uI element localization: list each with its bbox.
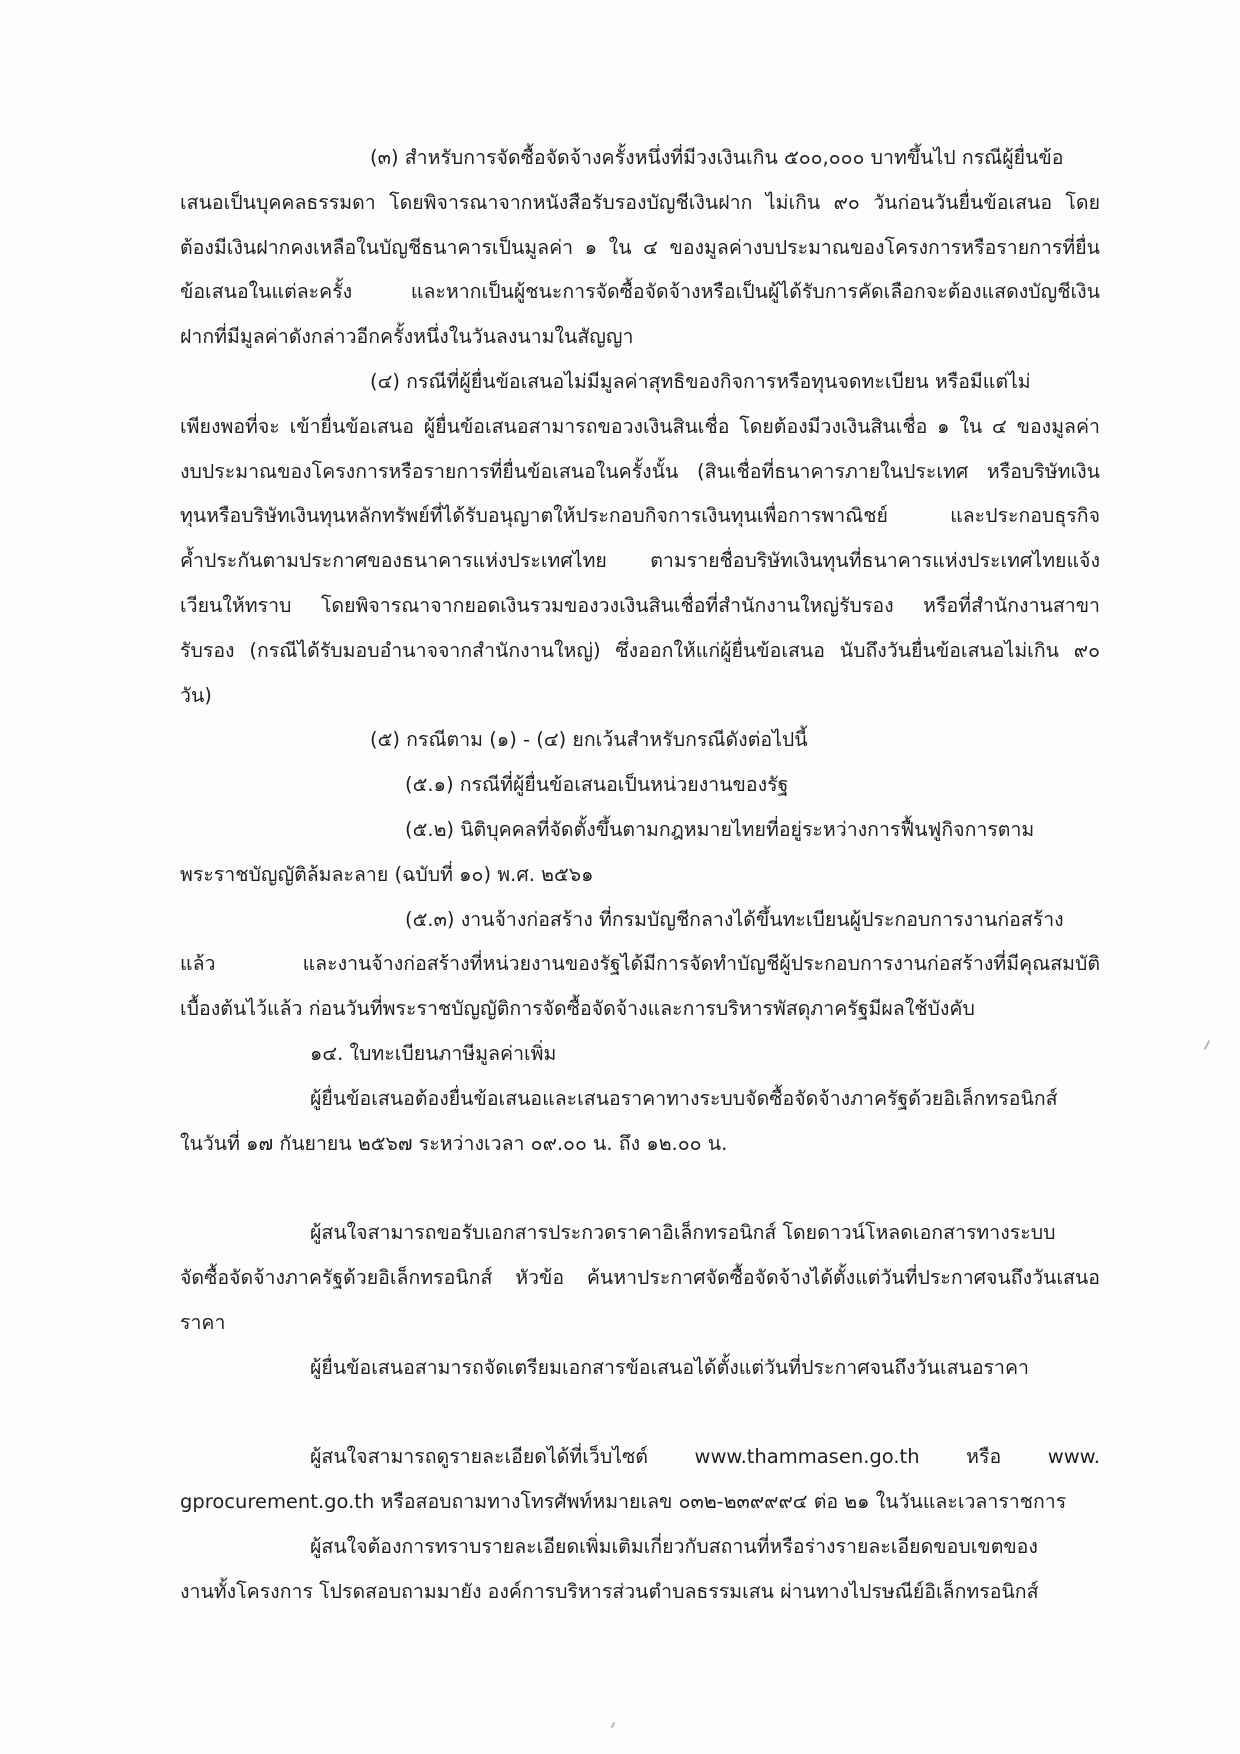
text-line: จัดซื้อจัดจ้างภาครัฐด้วยอิเล็กทรอนิกส์ หัวข้อ ค้นหาประกาศจัดซื้อจัดจ้างได้ตั้งแต่วันที่ประกาศจนถึงวันเสนอ bbox=[180, 1265, 1100, 1289]
text-line: ต้องมีเงินฝากคงเหลือในบัญชีธนาคารเป็นมูลค่า ๑ ใน ๔ ของมูลค่างบประมาณของโครงการหรือรายการที่ยื่น bbox=[180, 235, 1100, 259]
paragraph-item-5-1 bbox=[180, 763, 1100, 808]
paragraph-item-5-2 bbox=[180, 808, 1100, 898]
text-line: ผู้สนใจสามารถขอรับเอกสารประกวดราคาอิเล็กทรอนิกส์ โดยดาวน์โหลดเอกสารทางระบบ bbox=[310, 1221, 1056, 1245]
text-line: เบื้องต้นไว้แล้ว ก่อนวันที่พระราชบัญญัติการจัดซื้อจัดจ้างและการบริหารพัสดุภาครัฐมีผลใช้บังคับ bbox=[180, 997, 975, 1021]
text-line: ผู้สนใจต้องการทราบรายละเอียดเพิ่มเติมเกี่ยวกับสถานที่หรือร่างรายละเอียดขอบเขตของ bbox=[310, 1534, 1038, 1558]
paragraph-item-3 bbox=[180, 136, 1100, 360]
scan-speck bbox=[611, 1722, 616, 1728]
text-line: แล้ว และงานจ้างก่อสร้างที่หน่วยงานของรัฐได้มีการจัดทำบัญชีผู้ประกอบการงานก่อสร้างที่มีคุณสมบัติ bbox=[180, 952, 1100, 976]
prepare-paragraph bbox=[180, 1346, 1100, 1391]
text-line: (๕.๒) นิติบุคคลที่จัดตั้งขึ้นตามกฎหมายไทยที่อยู่ระหว่างการฟื้นฟูกิจการตาม bbox=[405, 817, 1035, 841]
section-heading-14 bbox=[180, 1032, 1100, 1077]
text-line: ราคา bbox=[180, 1310, 226, 1334]
paragraph-item-4 bbox=[180, 360, 1100, 718]
text-line: ในวันที่ ๑๗ กันยายน ๒๕๖๗ ระหว่างเวลา ๐๙.๐๐ น. ถึง ๑๒.๐๐ น. bbox=[180, 1131, 728, 1155]
text-line: งานทั้งโครงการ โปรดสอบถามมายัง องค์การบริหารส่วนตำบลธรรมเสน ผ่านทางไปรษณีย์อิเล็กทรอนิกส์ bbox=[180, 1579, 1039, 1603]
contact-paragraph bbox=[180, 1435, 1100, 1525]
download-paragraph bbox=[180, 1211, 1100, 1345]
text-line: gprocurement.go.th หรือสอบถามทางโทรศัพท์หมายเลข ๐๓๒-๒๓๙๙๙๔ ต่อ ๒๑ ในวันและเวลาราชการ bbox=[180, 1489, 1067, 1513]
text-line: ๑๔. ใบทะเบียนภาษีมูลค่าเพิ่ม bbox=[310, 1041, 557, 1065]
text-line: (๕.๓) งานจ้างก่อสร้าง ที่กรมบัญชีกลางได้ขึ้นทะเบียนผู้ประกอบการงานก่อสร้าง bbox=[405, 907, 1064, 931]
text-line: เวียนให้ทราบ โดยพิจารณาจากยอดเงินรวมของวงเงินสินเชื่อที่สำนักงานใหญ่รับรอง หรือที่สำนักงานสาขา bbox=[180, 593, 1100, 617]
text-line: เสนอเป็นบุคคลธรรมดา โดยพิจารณาจากหนังสือรับรองบัญชีเงินฝาก ไม่เกิน ๙๐ วันก่อนวันยื่นข้อเสนอ โดย bbox=[180, 190, 1100, 214]
text-line: งบประมาณของโครงการหรือรายการที่ยื่นข้อเสนอในครั้งนั้น (สินเชื่อที่ธนาคารภายในประเทศ หรือบริษัทเงิน bbox=[180, 459, 1100, 483]
spacer bbox=[180, 1166, 1100, 1211]
further-info-paragraph bbox=[180, 1525, 1100, 1615]
spacer bbox=[180, 1390, 1100, 1435]
text-line: ทุนหรือบริษัทเงินทุนหลักทรัพย์ที่ได้รับอนุญาตให้ประกอบกิจการเงินทุนเพื่อการพาณิชย์ และประกอบธุรกิจ bbox=[180, 504, 1100, 528]
text-line: (๓) สำหรับการจัดซื้อจัดจ้างครั้งหนึ่งที่มีวงเงินเกิน ๕๐๐,๐๐๐ บาทขึ้นไป กรณีผู้ยื่นข้อ bbox=[370, 146, 1064, 169]
text-line: วัน) bbox=[180, 683, 212, 707]
text-line: ผู้ยื่นข้อเสนอต้องยื่นข้อเสนอและเสนอราคาทางระบบจัดซื้อจัดจ้างภาครัฐด้วยอิเล็กทรอนิกส์ bbox=[310, 1086, 1058, 1110]
text-line: ข้อเสนอในแต่ละครั้ง และหากเป็นผู้ชนะการจัดซื้อจัดจ้างหรือเป็นผู้ได้รับการคัดเลือกจะต้องแสดงบัญชีเงิน bbox=[180, 280, 1100, 304]
paragraph-item-5 bbox=[180, 718, 1100, 763]
text-line: (๕) กรณีตาม (๑) - (๔) ยกเว้นสำหรับกรณีดังต่อไปนี้ bbox=[370, 728, 808, 752]
text-line: (๕.๑) กรณีที่ผู้ยื่นข้อเสนอเป็นหน่วยงานของรัฐ bbox=[405, 773, 789, 797]
text-line: (๔) กรณีที่ผู้ยื่นข้อเสนอไม่มีมูลค่าสุทธิของกิจการหรือทุนจดทะเบียน หรือมีแต่ไม่ bbox=[370, 369, 1031, 393]
text-line: เพียงพอที่จะ เข้ายื่นข้อเสนอ ผู้ยื่นข้อเสนอสามารถขอวงเงินสินเชื่อ โดยต้องมีวงเงินสินเชื่อ ๑ ใน ๔ ของมูลค่า bbox=[180, 414, 1100, 438]
text-line: ผู้ยื่นข้อเสนอสามารถจัดเตรียมเอกสารข้อเสนอได้ตั้งแต่วันที่ประกาศจนถึงวันเสนอราคา bbox=[310, 1355, 1029, 1379]
submission-paragraph bbox=[180, 1077, 1100, 1167]
text-line: รับรอง (กรณีได้รับมอบอำนาจจากสำนักงานใหญ่) ซึ่งออกให้แก่ผู้ยื่นข้อเสนอ นับถึงวันยื่นข้อเสนอไม่เกิน ๙๐ bbox=[180, 638, 1100, 662]
text-line: ฝากที่มีมูลค่าดังกล่าวอีกครั้งหนึ่งในวันลงนามในสัญญา bbox=[180, 325, 634, 349]
text-line: ค้ำประกันตามประกาศของธนาคารแห่งประเทศไทย ตามรายชื่อบริษัทเงินทุนที่ธนาคารแห่งประเทศไทยแจ้ง bbox=[180, 549, 1100, 573]
document-body bbox=[180, 136, 1100, 1614]
paragraph-item-5-3 bbox=[180, 898, 1100, 1032]
scan-speck bbox=[1204, 1040, 1210, 1050]
text-line: พระราชบัญญัติล้มละลาย (ฉบับที่ ๑๐) พ.ศ. ๒๕๖๑ bbox=[180, 862, 594, 886]
text-line: ผู้สนใจสามารถดูรายละเอียดได้ที่เว็บไซต์ www.thammasen.go.th หรือ www. bbox=[310, 1445, 1100, 1469]
